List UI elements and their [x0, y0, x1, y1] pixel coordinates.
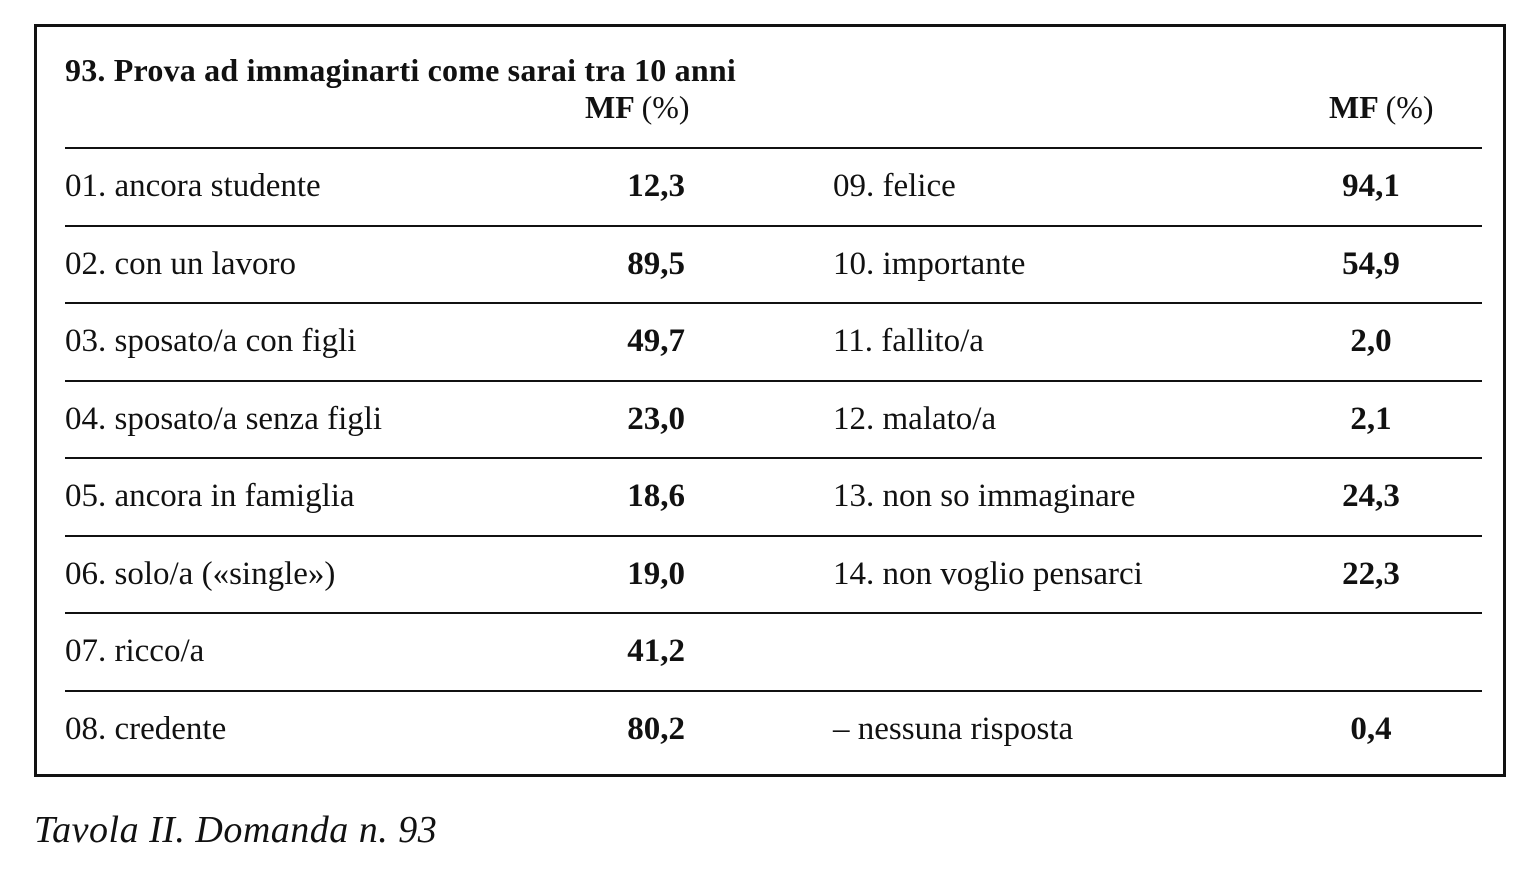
row-label-right: 13. non so immaginare [833, 478, 1136, 514]
row-value-right: 54,9 [1342, 245, 1400, 282]
table-body [65, 147, 1482, 767]
row-label-right: 11. fallito/a [833, 323, 984, 359]
table-row [65, 535, 1482, 613]
row-value-right: 24,3 [1342, 478, 1400, 514]
table-row [65, 225, 1482, 303]
row-label-left: 01. ancora studente [65, 168, 321, 204]
row-label-right: 14. non voglio pensarci [833, 555, 1143, 592]
row-value-left: 18,6 [627, 478, 685, 514]
table-row [65, 302, 1482, 380]
row-label-left: 08. credente [65, 710, 227, 747]
table-title: 93. Prova ad immaginarti come sarai tra 10 anni [65, 52, 736, 88]
row-value-left: 49,7 [627, 323, 685, 359]
column-header-right [1329, 89, 1434, 126]
row-label-left: 07. ricco/a [65, 633, 205, 669]
column-header-left-mf: MF [585, 89, 634, 125]
row-label-left: 06. solo/a («single») [65, 555, 336, 592]
row-label-left: 05. ancora in famiglia [65, 478, 355, 514]
row-value-left: 80,2 [627, 710, 685, 747]
table-row [65, 147, 1482, 225]
table-row [65, 690, 1482, 768]
row-label-left: 03. sposato/a con figli [65, 323, 357, 359]
row-value-right: 2,1 [1350, 400, 1392, 437]
table-row [65, 457, 1482, 535]
row-value-right: 2,0 [1350, 323, 1392, 359]
row-value-right [1310, 614, 1432, 689]
row-value-left: 23,0 [627, 400, 685, 437]
table-row [65, 612, 1482, 690]
row-label-right: 12. malato/a [833, 400, 997, 437]
table-row [65, 380, 1482, 458]
row-value-right: 94,1 [1342, 168, 1400, 204]
column-header-right-pct: (%) [1385, 89, 1434, 125]
table-caption: Tavola II. Domanda n. 93 [34, 809, 438, 851]
row-label-right: 09. felice [833, 168, 956, 204]
row-value-left: 19,0 [627, 555, 685, 592]
row-label-right: – nessuna risposta [833, 710, 1074, 747]
row-value-right: 22,3 [1342, 555, 1400, 592]
table-frame [34, 24, 1506, 777]
row-label-left: 04. sposato/a senza figli [65, 400, 383, 437]
row-value-left: 12,3 [627, 168, 685, 204]
column-header-left-pct: (%) [641, 89, 690, 125]
row-value-left: 89,5 [627, 245, 685, 282]
row-value-right: 0,4 [1350, 710, 1392, 747]
row-label-right: 10. importante [833, 245, 1026, 282]
column-header-right-mf: MF [1329, 89, 1378, 125]
row-value-left: 41,2 [627, 633, 685, 669]
row-label-left: 02. con un lavoro [65, 245, 296, 282]
column-header-left [585, 89, 690, 126]
